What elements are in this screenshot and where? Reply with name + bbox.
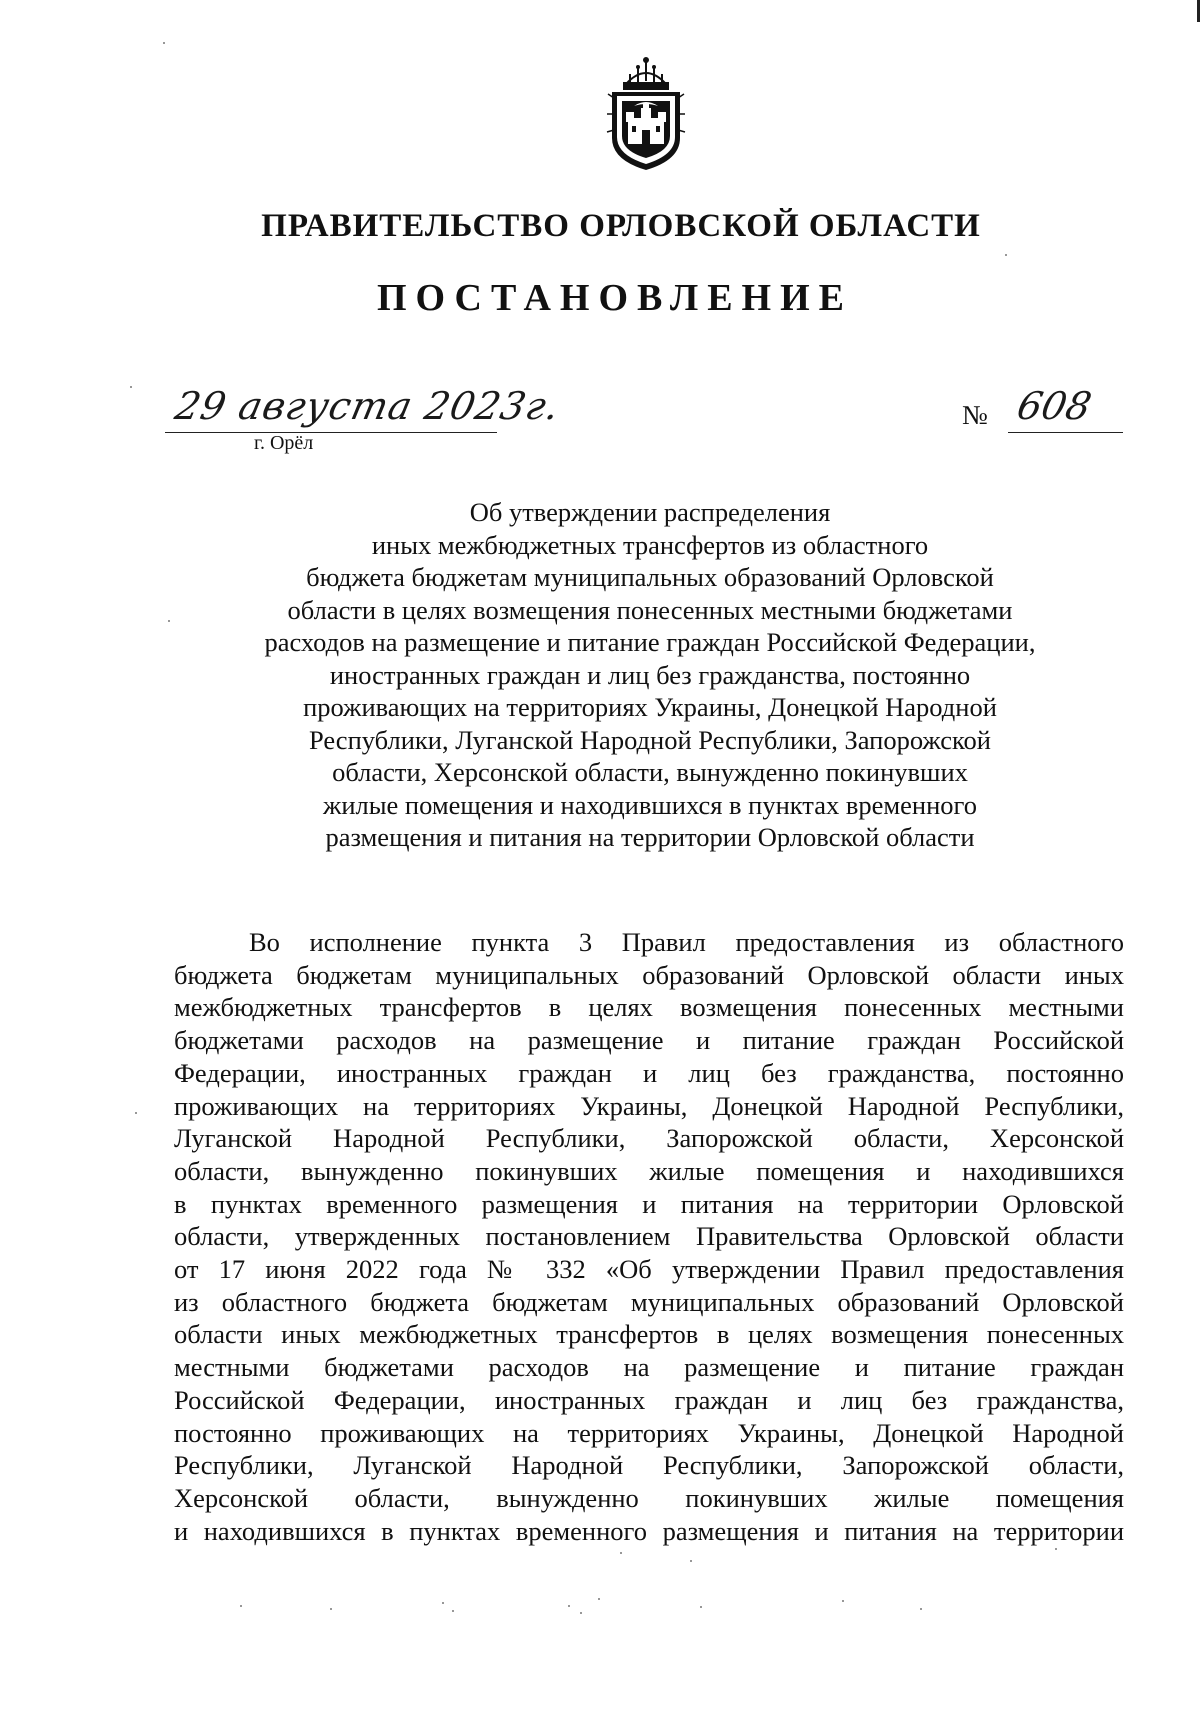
scan-speck	[163, 42, 165, 44]
body-line: постоянно проживающих на территориях Украины, Донецкой Народной	[174, 1417, 1124, 1448]
body-line: и находившихся в пунктах временного размещения и питания на территории	[174, 1515, 1124, 1546]
subject-line: области, Херсонской области, вынужденно покинувших	[332, 757, 968, 787]
city-label: г. Орёл	[254, 432, 314, 454]
scan-speck	[598, 1598, 600, 1600]
subject-line: бюджета бюджетам муниципальных образований Орловской	[306, 562, 994, 592]
handwritten-number: 608	[1013, 384, 1096, 428]
body-line: области, утвержденных постановлением Правительства Орловской области	[174, 1221, 1124, 1252]
scan-speck	[130, 386, 132, 388]
body-line: местными бюджетами расходов на размещение и питание граждан	[174, 1352, 1124, 1383]
body-line: от 17 июня 2022 года № 332 «Об утверждении Правил предоставления	[174, 1254, 1124, 1285]
body-line: Херсонской области, вынужденно покинувших жилые помещения	[174, 1482, 1124, 1513]
handwritten-date: 29 августа 2023г.	[171, 384, 565, 428]
body-line: области иных межбюджетных трансфертов в целях возмещения понесенных	[174, 1319, 1124, 1350]
scan-speck	[168, 620, 170, 622]
scan-speck	[240, 1605, 242, 1607]
subject-line: иных межбюджетных трансфертов из областного	[371, 529, 929, 560]
number-sign: №	[962, 400, 988, 430]
subject-line: размещения и питания на территории Орловской области	[325, 822, 975, 852]
document-type-title: ПОСТАНОВЛЕНИЕ	[376, 277, 854, 319]
body-line: из областного бюджета бюджетам муниципальных образований Орловской	[174, 1286, 1124, 1317]
body-line: Российской Федерации, иностранных граждан и лиц без гражданства,	[174, 1384, 1124, 1415]
organization-title: ПРАВИТЕЛЬСТВО ОРЛОВСКОЙ ОБЛАСТИ	[261, 208, 981, 244]
body-paragraph	[174, 926, 1124, 1547]
body-line: бюджетами расходов на размещение и питание граждан Российской	[174, 1025, 1124, 1056]
scan-speck	[442, 1602, 444, 1604]
body-line: области, вынужденно покинувших жилые помещения и находившихся	[174, 1155, 1124, 1186]
scan-speck	[920, 1608, 922, 1610]
subject-line: иностранных граждан и лиц без гражданства, постоянно	[329, 659, 971, 690]
scan-speck	[1005, 254, 1007, 256]
subject-line: проживающих на территориях Украины, Донецкой Народной	[303, 692, 997, 722]
scan-speck	[700, 1606, 702, 1608]
scan-speck	[1055, 1548, 1057, 1550]
scan-speck	[580, 1612, 582, 1614]
body-line: Федерации, иностранных граждан и лиц без гражданства, постоянно	[174, 1057, 1124, 1088]
body-line: Во исполнение пункта 3 Правил предоставления из областного	[249, 927, 1124, 957]
scan-speck	[620, 1552, 622, 1554]
body-line: межбюджетных трансфертов в целях возмещения понесенных местными	[174, 992, 1124, 1023]
number-underline	[1008, 432, 1123, 433]
scan-speck	[568, 1605, 570, 1607]
subject-line: области в целях возмещения понесенных местными бюджетами	[287, 594, 1013, 625]
coat-of-arms-icon	[604, 54, 688, 172]
body-line: проживающих на территориях Украины, Донецкой Народной Республики,	[174, 1090, 1124, 1121]
body-line: Луганской Народной Республики, Запорожской области, Херсонской	[174, 1123, 1124, 1154]
scan-speck	[690, 1560, 692, 1562]
subject-line: жилые помещения и находившихся в пунктах временного	[323, 789, 977, 820]
body-line: в пунктах временного размещения и питания на территории Орловской	[174, 1188, 1124, 1219]
scan-speck	[452, 1610, 454, 1612]
scan-speck	[135, 1112, 137, 1114]
document-subject	[150, 496, 1150, 854]
body-line: Республики, Луганской Народной Республики, Запорожской области,	[174, 1450, 1124, 1481]
subject-line: Республики, Луганской Народной Республики, Запорожской	[309, 724, 991, 755]
subject-line: расходов на размещение и питание граждан Российской Федерации,	[264, 627, 1036, 657]
scan-speck	[842, 1600, 844, 1602]
subject-line: Об утверждении распределения	[469, 497, 831, 527]
scan-speck	[330, 1608, 332, 1610]
date-underline	[165, 432, 497, 433]
body-line: бюджета бюджетам муниципальных образований Орловской области иных	[174, 959, 1124, 990]
